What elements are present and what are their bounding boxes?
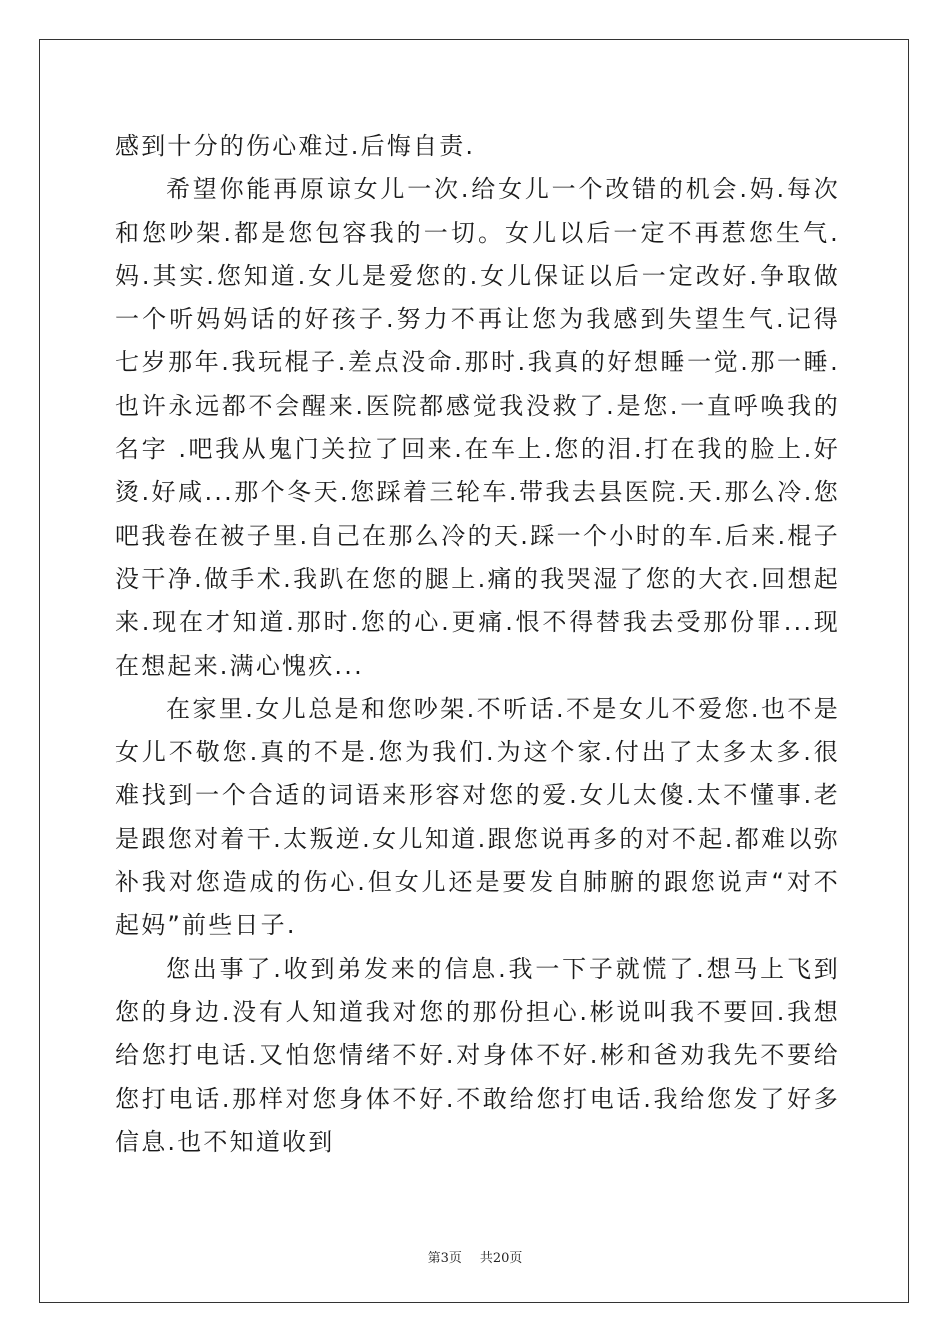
document-body — [115, 125, 840, 1164]
paragraph-4: 您出事了.收到弟发来的信息.我一下子就慌了.想马上飞到您的身边.没有人知道我对您的那份担心.彬说叫我不要回.我想给您打电话.又怕您情绪不好.对身体不好.彬和爸劝我先不要给您打电话.那样对您身体不好.不敢给您打电话.我给您发了好多信息.也不知道收到 — [115, 954, 840, 1156]
paragraph-2: 希望你能再原谅女儿一次.给女儿一个改错的机会.妈.每次和您吵架.都是您包容我的一切。女儿以后一定不再惹您生气.妈.其实.您知道.女儿是爱您的.女儿保证以后一定改好.争取做一个听妈妈话的好孩子.努力不再让您为我感到失望生气.记得七岁那年.我玩棍子.差点没命.那时.我真的好想睡一觉.那一睡.也许永远都不会醒来.医院都感觉我没救了.是您.一直呼唤我的名字 .吧我从鬼门关拉了回来.在车上.您的泪.打在我的脸上.好烫.好咸...那个冬天.您踩着三轮车.带我去县医院.天.那么冷.您吧我卷在被子里.自己在那么冷的天.踩一个小时的车.后来.棍子没干净.做手术.我趴在您的腿上.痛的我哭湿了您的大衣.回想起来.现在才知道.那时.您的心.更痛.恨不得替我去受那份罪...现在想起来.满心愧疚... — [115, 175, 840, 680]
paragraph-3: 在家里.女儿总是和您吵架.不听话.不是女儿不爱您.也不是女儿不敬您.真的不是.您为我们.为这个家.付出了太多太多.很难找到一个合适的词语来形容对您的爱.女儿太傻.太不懂事.老是跟您对着干.太叛逆.女儿知道.跟您说再多的对不起.都难以弥补我对您造成的伤心.但女儿还是要发自肺腑的跟您说声“对不起妈”前些日子. — [115, 694, 840, 940]
page-total: 共20页 — [479, 1251, 523, 1266]
page-number: 第3页 — [427, 1251, 462, 1266]
page-footer — [0, 1247, 950, 1266]
paragraph-1: 感到十分的伤心难过.后悔自责. — [115, 132, 476, 160]
